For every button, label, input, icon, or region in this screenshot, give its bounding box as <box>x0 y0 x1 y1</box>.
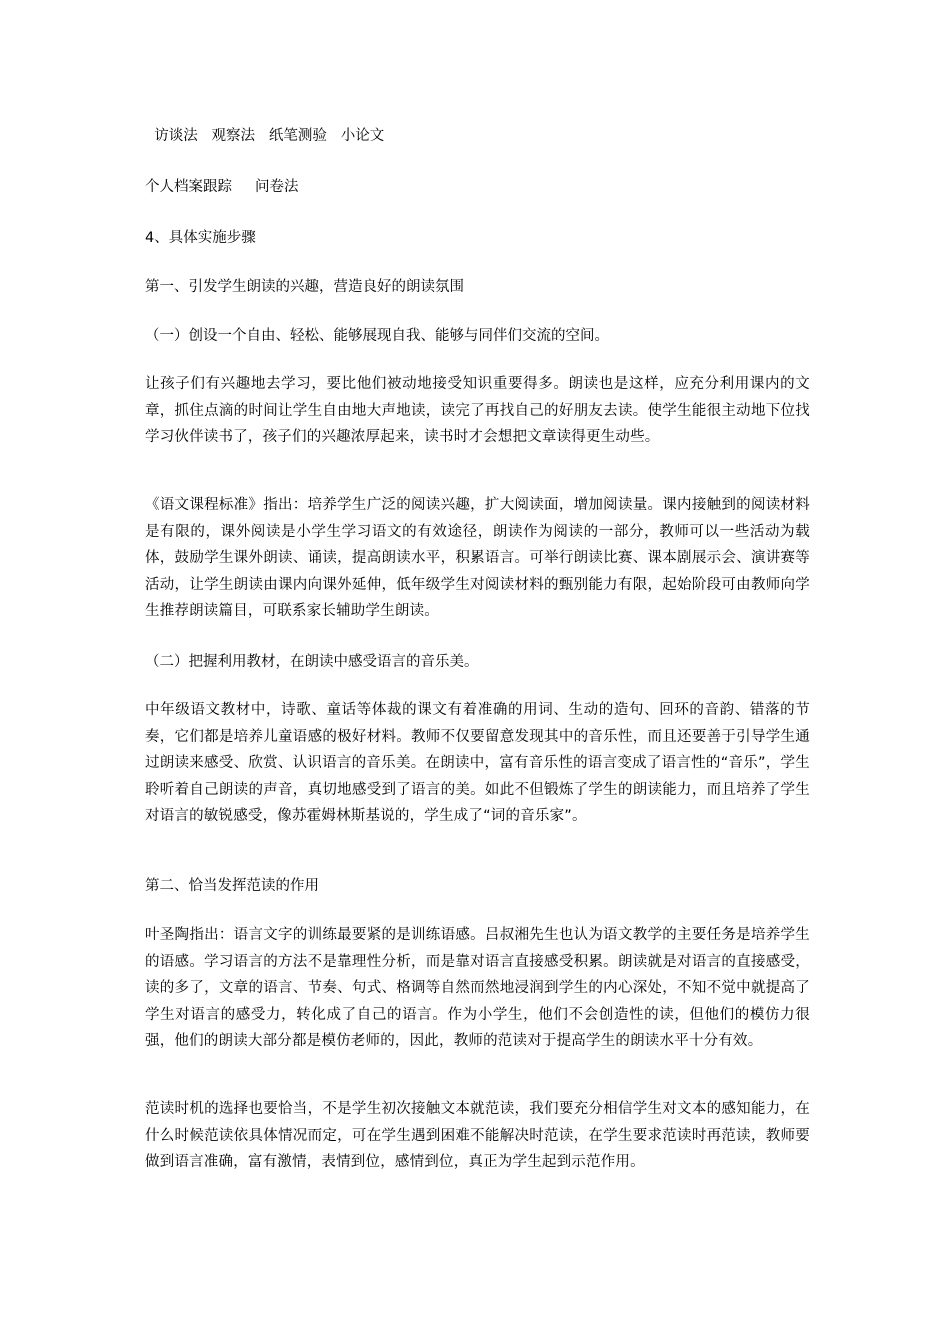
paragraph-4: 叶圣陶指出：语言文字的训练最要紧的是训练语感。吕叔湘先生也认为语文教学的主要任务是培养学生的语感。学习语言的方法不是靠理性分析，而是靠对语言直接感受积累。朗读就是对语言的直接感受，读的多了，文章的语言、节奏、句式、格调等自然而然地浸润到学生的内心深处，不知不觉中就提高了学生对语言的感受力，转化成了自己的语言。作为小学生，他们不会创造性的读，但他们的模仿力很强，他们的朗读大部分都是模仿老师的，因此，教师的范读对于提高学生的朗读水平十分有效。 <box>145 927 810 1049</box>
paragraph-3: 中年级语文教材中，诗歌、童话等体裁的课文有着准确的用词、生动的造句、回环的音韵、错落的节奏，它们都是培养儿童语感的极好材料。教师不仅要留意发现其中的音乐性，而且还要善于引导学生通过朗读来感受、欣赏、认识语言的音乐美。在朗读中，富有音乐性的语言变成了语言性的“音乐”，学生聆听着自己朗读的声音，真切地感受到了语言的美。如此不但锻炼了学生的朗读能力，而且培养了学生对语言的敏锐感受，像苏霍姆林斯基说的，学生成了“词的音乐家”。 <box>145 702 810 824</box>
section-1-heading: 第一、引发学生朗读的兴趣，营造良好的朗读氛围 <box>145 279 464 295</box>
paragraph-1: 让孩子们有兴趣地去学习，要比他们被动地接受知识重要得多。朗读也是这样，应充分利用课内的文章，抓住点滴的时间让学生自由地大声地读，读完了再找自己的好朋友去读。使学生能很主动地下位找学习伙伴读书了，孩子们的兴趣浓厚起来，读书时才会想把文章读得更生动些。 <box>145 376 810 445</box>
step-heading: 4、具体实施步骤 <box>145 230 256 246</box>
methods-line-2: 个人档案跟踪 问卷法 <box>145 179 299 195</box>
paragraph-2: 《语文课程标准》指出：培养学生广泛的阅读兴趣，扩大阅读面，增加阅读量。课内接触到的阅读材料是有限的，课外阅读是小学生学习语文的有效途径，朗读作为阅读的一部分，教师可以一些活动为载体，鼓励学生课外朗读、诵读，提高朗读水平，积累语言。可举行朗读比赛、课本剧展示会、演讲赛等活动，让学生朗读由课内向课外延伸，低年级学生对阅读材料的甄别能力有限，起始阶段可由教师向学生推荐朗读篇目，可联系家长辅助学生朗读。 <box>145 497 810 619</box>
methods-line-1: 访谈法 观察法 纸笔测验 小论文 <box>145 128 385 144</box>
section-2-heading: 第二、恰当发挥范读的作用 <box>145 878 319 894</box>
paragraph-5: 范读时机的选择也要恰当，不是学生初次接触文本就范读，我们要充分相信学生对文本的感知能力，在什么时候范读依具体情况而定，可在学生遇到困难不能解决时范读，在学生要求范读时再范读，教师要做到语言准确，富有激情，表情到位，感情到位，真正为学生起到示范作用。 <box>145 1101 810 1170</box>
subsection-2-heading: （二）把握利用教材，在朗读中感受语言的音乐美。 <box>145 654 479 670</box>
subsection-1-heading: （一）创设一个自由、轻松、能够展现自我、能够与同伴们交流的空间。 <box>145 328 609 344</box>
